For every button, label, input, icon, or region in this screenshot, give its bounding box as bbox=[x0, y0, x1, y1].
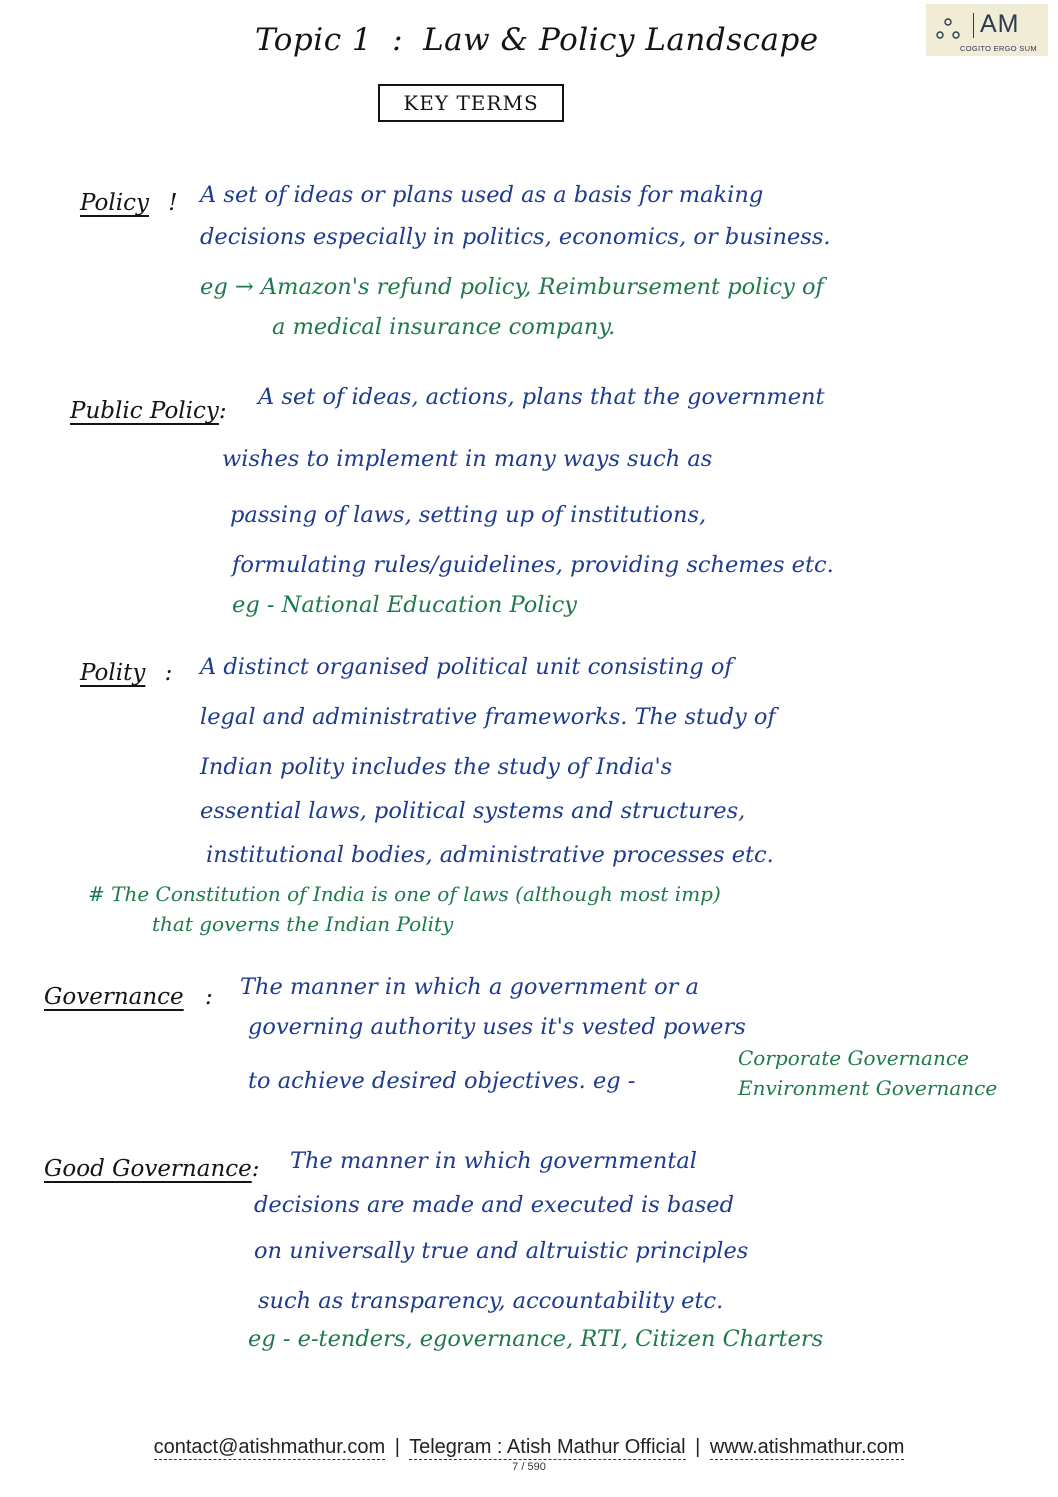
definition-line: essential laws, political systems and structures, bbox=[200, 798, 746, 824]
example-line: eg → Amazon's refund policy, Reimbursement policy of bbox=[200, 274, 824, 300]
term-name: Governance bbox=[44, 984, 184, 1010]
definition-line: formulating rules/guidelines, providing schemes etc. bbox=[232, 552, 834, 578]
key-terms-label: KEY TERMS bbox=[403, 91, 539, 115]
page-number: 7 / 590 bbox=[512, 1461, 546, 1473]
term-name: Good Governance bbox=[44, 1156, 252, 1182]
definition-line: passing of laws, setting up of institutions, bbox=[230, 502, 707, 528]
dots-icon bbox=[934, 16, 962, 42]
website-link[interactable]: www.atishmathur.com bbox=[709, 1436, 905, 1458]
definition-line: such as transparency, accountability etc. bbox=[258, 1288, 724, 1314]
term-public-policy bbox=[70, 398, 227, 424]
definition-line: A set of ideas or plans used as a basis for making bbox=[200, 182, 764, 208]
term-colon: ! bbox=[168, 190, 178, 216]
example-line: Environment Governance bbox=[738, 1076, 998, 1100]
definition-line: The manner in which governmental bbox=[290, 1148, 697, 1174]
term-policy bbox=[80, 190, 178, 216]
definition-line: on universally true and altruistic principles bbox=[254, 1238, 749, 1264]
note-line: that governs the Indian Polity bbox=[152, 912, 454, 936]
definition-line: decisions are made and executed is based bbox=[254, 1192, 735, 1218]
key-terms-box bbox=[378, 84, 564, 122]
title-name: Law & Policy Landscape bbox=[423, 22, 819, 58]
term-governance bbox=[44, 984, 213, 1010]
title-colon: : bbox=[392, 22, 404, 58]
example-line: a medical insurance company. bbox=[272, 314, 616, 340]
logo-motto: COGITO ERGO SUM bbox=[960, 44, 1037, 53]
logo-text: AM bbox=[980, 10, 1020, 38]
page-title bbox=[255, 22, 819, 58]
example-line: Corporate Governance bbox=[738, 1046, 969, 1070]
footer-separator: | bbox=[394, 1436, 400, 1458]
logo-divider bbox=[973, 13, 974, 38]
brand-logo bbox=[926, 4, 1048, 56]
term-name: Policy bbox=[80, 190, 149, 216]
term-colon: : bbox=[251, 1156, 260, 1182]
term-colon: : bbox=[204, 984, 213, 1010]
example-line: eg - e-tenders, egovernance, RTI, Citizen Charters bbox=[248, 1326, 824, 1352]
definition-line: institutional bodies, administrative processes etc. bbox=[206, 842, 774, 868]
definition-line: to achieve desired objectives. eg - bbox=[248, 1068, 636, 1094]
term-colon: : bbox=[218, 398, 227, 424]
definition-line: A distinct organised political unit consisting of bbox=[200, 654, 733, 680]
definition-line: Indian polity includes the study of India's bbox=[200, 754, 673, 780]
definition-line: A set of ideas, actions, plans that the government bbox=[258, 384, 825, 410]
title-topic: Topic 1 bbox=[255, 22, 373, 58]
definition-line: The manner in which a government or a bbox=[240, 974, 699, 1000]
definition-line: legal and administrative frameworks. The study of bbox=[200, 704, 776, 730]
footer-separator: | bbox=[695, 1436, 701, 1458]
telegram-link[interactable]: Telegram : Atish Mathur Official bbox=[409, 1436, 686, 1458]
definition-line: governing authority uses it's vested powers bbox=[248, 1014, 746, 1040]
email-link[interactable]: contact@atishmathur.com bbox=[153, 1436, 386, 1458]
example-line: eg - National Education Policy bbox=[232, 592, 578, 618]
term-name: Polity bbox=[80, 660, 146, 686]
definition-line: wishes to implement in many ways such as bbox=[222, 446, 713, 472]
term-good-governance bbox=[44, 1156, 260, 1182]
definition-line: decisions especially in politics, economics, or business. bbox=[200, 224, 831, 250]
term-polity bbox=[80, 660, 172, 686]
term-name: Public Policy bbox=[70, 398, 219, 424]
term-colon: : bbox=[164, 660, 173, 686]
page-footer bbox=[0, 1436, 1058, 1459]
note-line: # The Constitution of India is one of laws (although most imp) bbox=[88, 882, 721, 906]
